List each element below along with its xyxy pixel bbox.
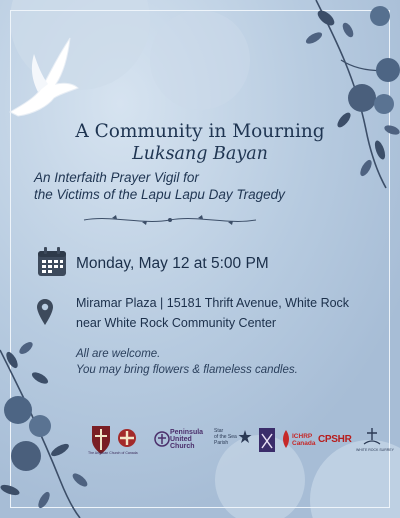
peninsula-name-2: United: [170, 436, 192, 443]
location-pin-icon: [36, 298, 54, 326]
peninsula-church-icon: [154, 424, 170, 458]
sponsor-logos: [88, 424, 394, 458]
calendar-icon: [36, 246, 68, 278]
diocese-logo: [258, 424, 276, 458]
event-date: Monday, May 12 at 5:00 PM: [76, 255, 269, 272]
cpshr-logo: CPSHR: [318, 434, 352, 445]
star-of-sea-icon: [238, 424, 252, 458]
subtitle-line-2: the Victims of the Lapu Lapu Day Tragedy: [34, 187, 285, 202]
ichrp-logo: [292, 433, 315, 447]
star-name-2: of the Sea: [214, 434, 237, 440]
ichrp-name-2: Canada: [292, 440, 316, 447]
star-name-3: Parish: [214, 440, 229, 446]
title-line-1: A Community in Mourning: [75, 121, 325, 142]
peninsula-name-1: Peninsula: [170, 429, 204, 436]
subtitle-line-1: An Interfaith Prayer Vigil for: [34, 170, 199, 185]
title-line-2: Luksang Bayan: [132, 144, 268, 164]
anglican-caption: The Anglican Church of Canada: [88, 451, 138, 455]
ichrp-name-1: ICHRP: [292, 433, 313, 440]
ornamental-divider: [82, 213, 258, 227]
location-landmark: near White Rock Community Center: [76, 316, 277, 330]
dove-icon: [4, 32, 80, 128]
peninsula-name-3: Church: [170, 443, 195, 450]
peninsula-church-logo: [170, 429, 203, 450]
ichrp-icon: [280, 424, 292, 458]
star-of-sea-logo: [214, 428, 237, 446]
white-rock-caption: WHITE ROCK SURREY: [356, 448, 394, 452]
star-name-1: Star: [214, 428, 224, 434]
white-rock-logo-icon: [362, 424, 382, 458]
bring-items-note: You may bring flowers & flameless candles.: [76, 364, 298, 376]
location-address: Miramar Plaza | 15181 Thrift Avenue, White Rock: [76, 296, 350, 310]
welcome-note: All are welcome.: [76, 348, 161, 360]
